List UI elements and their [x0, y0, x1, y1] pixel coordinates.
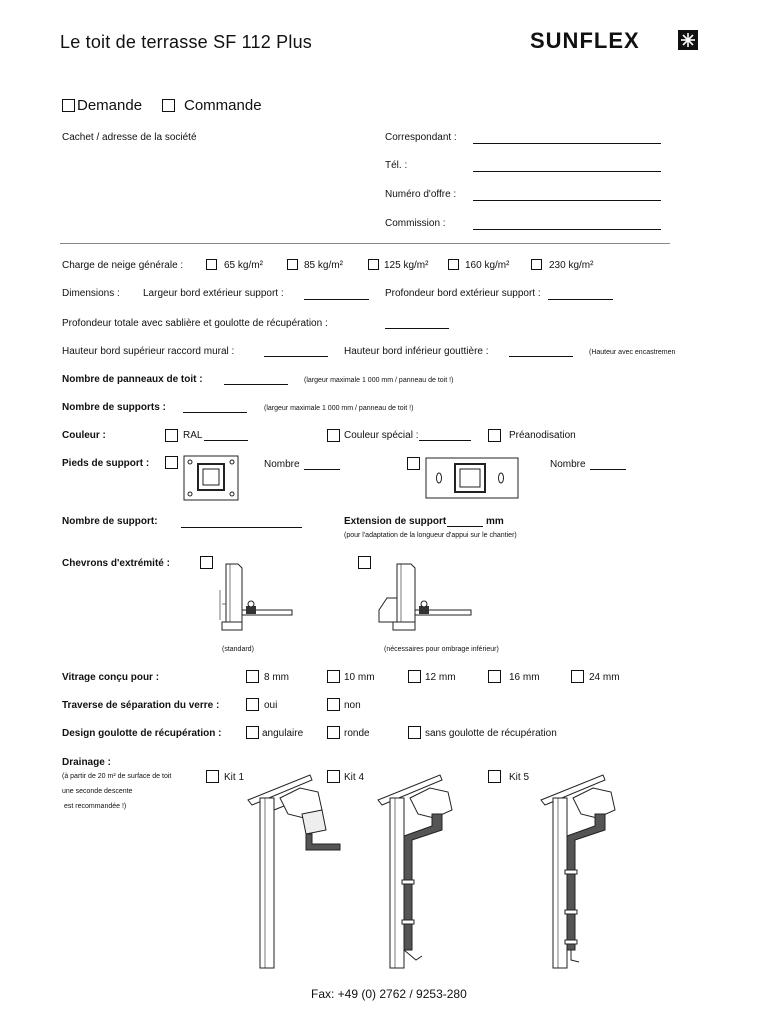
sunflex-logo-icon	[678, 30, 698, 50]
section-divider	[60, 243, 670, 244]
commission-field[interactable]	[473, 229, 661, 230]
feet-nombre1-label: Nombre	[264, 459, 300, 470]
chevron-shading-checkbox[interactable]	[358, 556, 371, 569]
largeur-label: Largeur bord extérieur support :	[143, 288, 284, 299]
panels-note: (largeur maximale 1 000 mm / panneau de toit !)	[304, 377, 454, 384]
kit5-drainage-drawing	[535, 770, 645, 970]
correspondant-field[interactable]	[473, 143, 661, 144]
chevron-shading-drawing	[375, 560, 475, 642]
hauteur-sup-field[interactable]	[264, 356, 328, 357]
offre-label: Numéro d'offre :	[385, 189, 457, 200]
snow-85-checkbox[interactable]	[287, 259, 298, 270]
feet-label: Pieds de support :	[62, 458, 150, 469]
preanodisation-checkbox[interactable]	[488, 429, 501, 442]
kit1-label: Kit 1	[224, 772, 245, 783]
drainage-note-2: une seconde descente	[62, 788, 133, 795]
feet-type2-checkbox[interactable]	[407, 457, 420, 470]
snow-160-label: 160 kg/m²	[465, 260, 510, 271]
traverse-oui-label: oui	[264, 700, 278, 711]
design-ronde-label: ronde	[344, 728, 370, 739]
feet-nombre2-label: Nombre	[550, 459, 586, 470]
kit1-checkbox[interactable]	[206, 770, 219, 783]
commission-label: Commission :	[385, 218, 446, 229]
profondeur-totale-label: Profondeur totale avec sablière et goulotte de récupération :	[62, 318, 328, 329]
glazing-8-checkbox[interactable]	[246, 670, 259, 683]
support-number-label: Nombre de support:	[62, 516, 158, 527]
glazing-24-label: 24 mm	[589, 672, 620, 683]
snow-65-label: 65 kg/m²	[224, 260, 263, 271]
commande-checkbox[interactable]	[162, 99, 175, 112]
supports-label: Nombre de supports :	[62, 402, 166, 413]
foot-plate-wide-icon	[425, 457, 519, 499]
kit5-checkbox[interactable]	[488, 770, 501, 783]
design-sans-checkbox[interactable]	[408, 726, 421, 739]
extension-label: Extension de support	[344, 516, 447, 527]
ral-checkbox[interactable]	[165, 429, 178, 442]
special-color-field[interactable]	[419, 440, 471, 441]
profondeur-field[interactable]	[548, 299, 613, 300]
snow-230-label: 230 kg/m²	[549, 260, 594, 271]
correspondant-label: Correspondant :	[385, 132, 457, 143]
feet-nombre1-field[interactable]	[304, 469, 340, 470]
tel-label: Tél. :	[385, 160, 408, 171]
supports-note: (largeur maximale 1 000 mm / panneau de toit !)	[264, 405, 414, 412]
glazing-10-checkbox[interactable]	[327, 670, 340, 683]
snow-125-label: 125 kg/m²	[384, 260, 429, 271]
company-label: Cachet / adresse de la société	[62, 132, 197, 143]
glazing-8-label: 8 mm	[264, 672, 289, 683]
design-ronde-checkbox[interactable]	[327, 726, 340, 739]
feet-nombre2-field[interactable]	[590, 469, 626, 470]
design-angulaire-label: angulaire	[262, 728, 304, 739]
sunflex-logo: SUNFLEX	[530, 28, 640, 53]
hauteur-inf-field[interactable]	[509, 356, 573, 357]
snow-65-checkbox[interactable]	[206, 259, 217, 270]
demande-checkbox[interactable]	[62, 99, 75, 112]
demande-label: Demande	[77, 97, 143, 114]
design-sans-label: sans goulotte de récupération	[425, 728, 557, 739]
preanodisation-label: Préanodisation	[509, 430, 576, 441]
snow-label: Charge de neige générale :	[62, 260, 184, 271]
panels-label: Nombre de panneaux de toit :	[62, 374, 203, 385]
chevron-standard-checkbox[interactable]	[200, 556, 213, 569]
profondeur-label: Profondeur bord extérieur support :	[385, 288, 541, 299]
foot-plate-square-icon	[183, 455, 239, 501]
extension-unit: mm	[486, 516, 504, 527]
color-label: Couleur :	[62, 430, 106, 441]
drainage-note-3: est recommandée !)	[64, 803, 127, 810]
chevron-shading-caption: (nécessaires pour ombrage inférieur)	[384, 646, 499, 653]
glazing-12-checkbox[interactable]	[408, 670, 421, 683]
kit1-drainage-drawing	[240, 770, 350, 970]
hauteur-sup-label: Hauteur bord supérieur raccord mural :	[62, 346, 235, 357]
kit4-label: Kit 4	[344, 772, 365, 783]
chevrons-label: Chevrons d'extrémité :	[62, 558, 170, 569]
glazing-16-label: 16 mm	[509, 672, 540, 683]
traverse-non-label: non	[344, 700, 361, 711]
largeur-field[interactable]	[304, 299, 369, 300]
glazing-label: Vitrage conçu pour :	[62, 672, 160, 683]
ral-label: RAL	[183, 430, 203, 441]
tel-field[interactable]	[473, 171, 661, 172]
glazing-10-label: 10 mm	[344, 672, 375, 683]
page-title: Le toit de terrasse SF 112 Plus	[60, 32, 312, 52]
special-color-checkbox[interactable]	[327, 429, 340, 442]
traverse-non-checkbox[interactable]	[327, 698, 340, 711]
snow-125-checkbox[interactable]	[368, 259, 379, 270]
extension-note: (pour l'adaptation de la longueur d'appui sur le chantier)	[344, 532, 517, 539]
snow-230-checkbox[interactable]	[531, 259, 542, 270]
kit5-label: Kit 5	[509, 772, 530, 783]
supports-field[interactable]	[183, 412, 247, 413]
glazing-24-checkbox[interactable]	[571, 670, 584, 683]
offre-field[interactable]	[473, 200, 661, 201]
chevron-standard-drawing	[214, 560, 294, 642]
drainage-label: Drainage :	[62, 757, 111, 768]
feet-type1-checkbox[interactable]	[165, 456, 178, 469]
drainage-note-1: (à partir de 20 m² de surface de toit	[62, 773, 172, 780]
commande-label: Commande	[184, 97, 262, 114]
design-label: Design goulotte de récupération :	[62, 728, 222, 739]
profondeur-totale-field[interactable]	[385, 328, 449, 329]
snow-85-label: 85 kg/m²	[304, 260, 343, 271]
glazing-12-label: 12 mm	[425, 672, 456, 683]
hauteur-note: (Hauteur avec encastremen	[589, 349, 676, 356]
traverse-label: Traverse de séparation du verre :	[62, 700, 220, 711]
chevron-standard-caption: (standard)	[222, 646, 254, 653]
design-angulaire-checkbox[interactable]	[246, 726, 259, 739]
dimensions-label: Dimensions :	[62, 288, 120, 299]
hauteur-inf-label: Hauteur bord inférieur gouttière :	[344, 346, 489, 357]
kit4-drainage-drawing	[372, 770, 482, 970]
fax-footer: Fax: +49 (0) 2762 / 9253-280	[311, 987, 467, 1001]
ral-field[interactable]	[204, 440, 248, 441]
glazing-16-checkbox[interactable]	[488, 670, 501, 683]
extension-field[interactable]	[447, 526, 483, 527]
panels-field[interactable]	[224, 384, 288, 385]
support-number-field[interactable]	[181, 527, 302, 528]
traverse-oui-checkbox[interactable]	[246, 698, 259, 711]
special-color-label: Couleur spécial :	[344, 430, 419, 441]
snow-160-checkbox[interactable]	[448, 259, 459, 270]
